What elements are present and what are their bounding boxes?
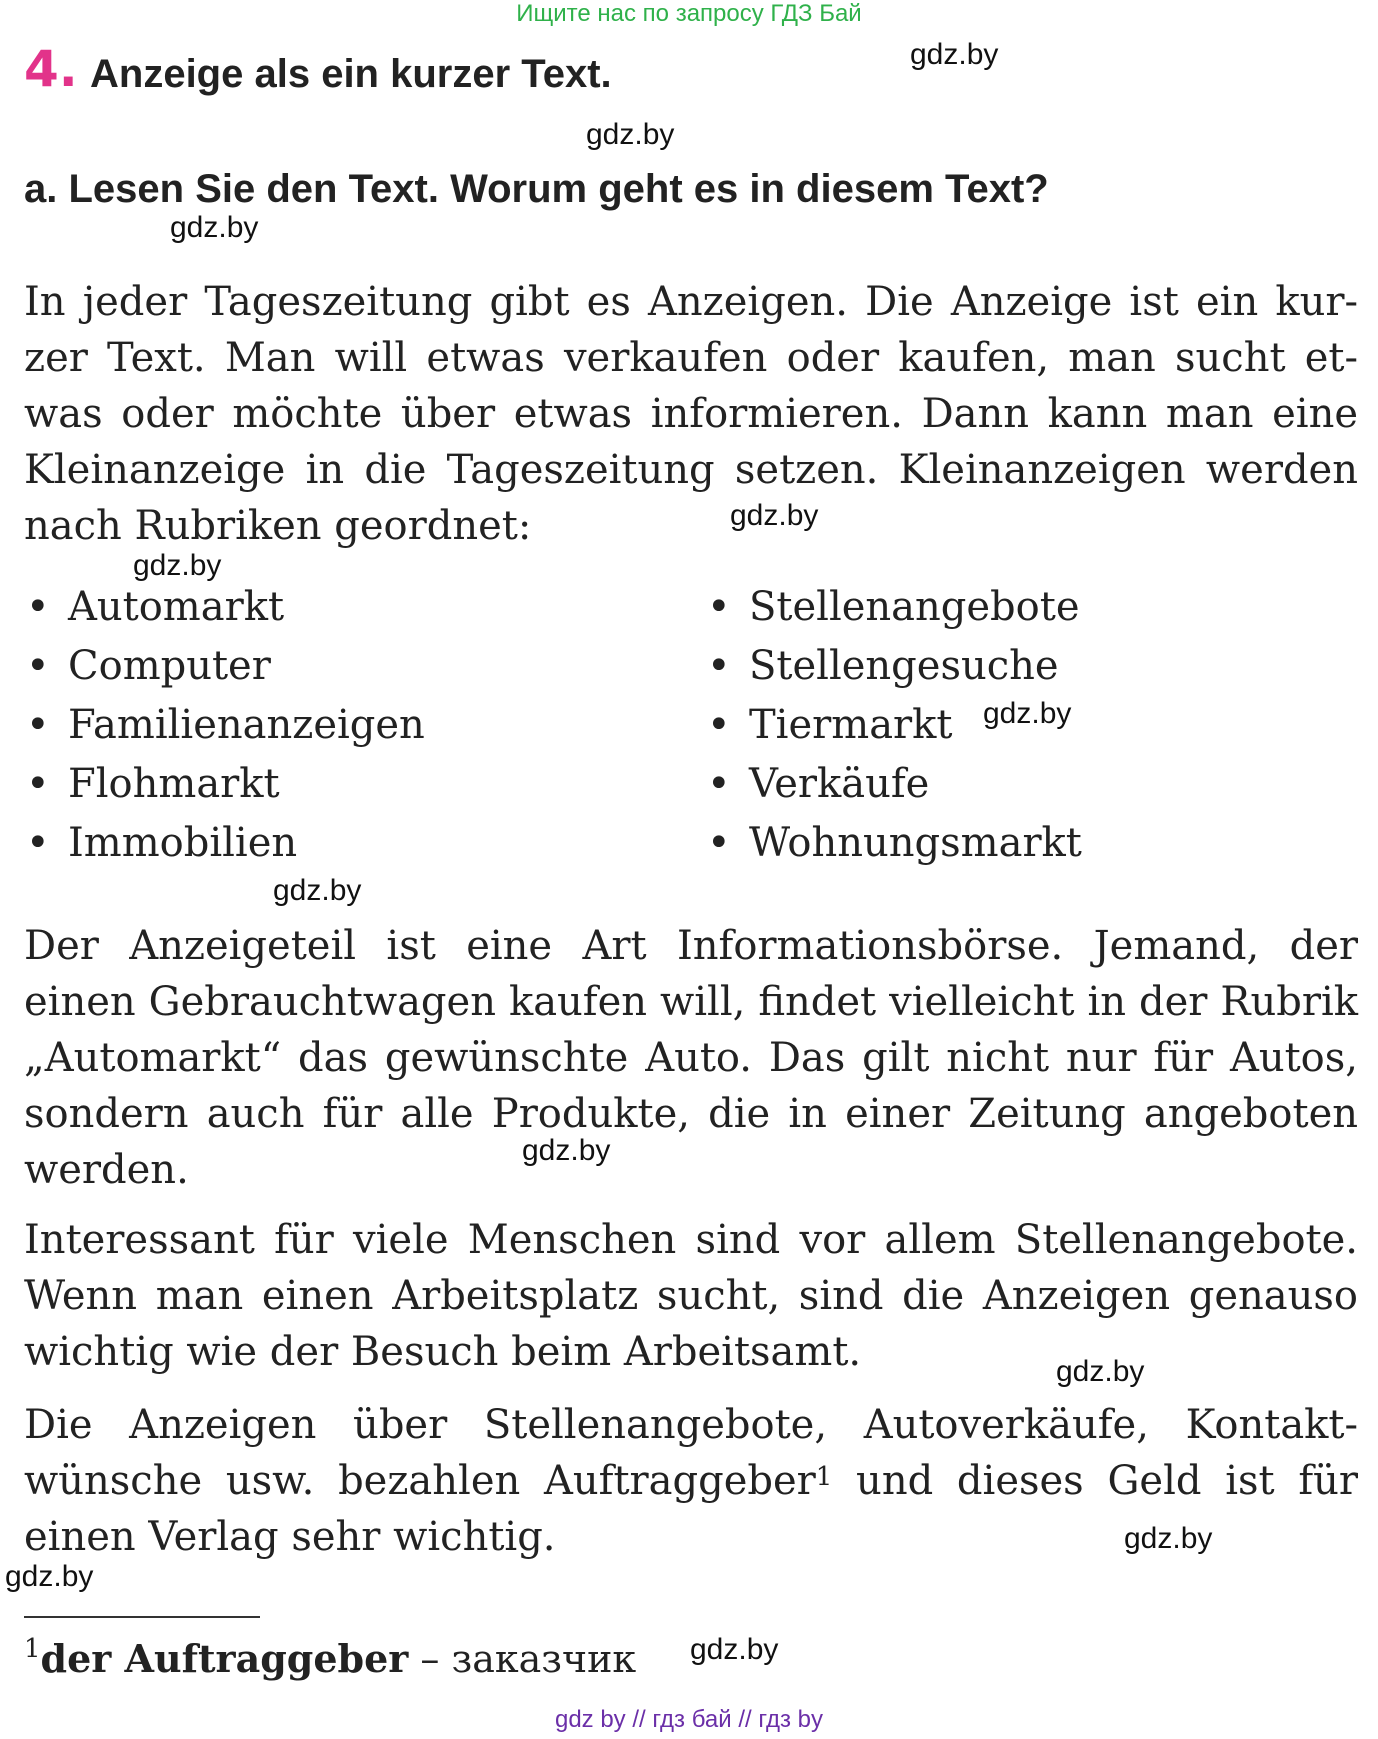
paragraph-job-offers: Interessant für viele Menschen sind vor allem Stellenangebote. Wenn man einen Arbeitsplatz sucht, sind die Anzeigen genauso wichtig wie der Besuch beim Arbeitsamt.: [24, 1217, 1358, 1375]
footnote-term: der Auftraggeber: [40, 1636, 409, 1681]
watermark: gdz.by: [586, 118, 675, 151]
rubrics-list-left: [24, 578, 425, 873]
footnote-translation: заказчик: [451, 1637, 637, 1681]
rubric-item: • Wohnungsmarkt: [705, 814, 1082, 873]
footnote-separator: –: [408, 1637, 452, 1681]
exercise-title: Anzeige als ein kurzer Text.: [90, 52, 612, 96]
rubric-item: • Immobilien: [24, 814, 425, 873]
rubric-item: • Tiermarkt: [705, 696, 1082, 755]
rubric-item: • Verkäufe: [705, 755, 1082, 814]
exercise-number: 4.: [24, 40, 78, 98]
watermark: gdz.by: [1124, 1522, 1213, 1555]
top-banner[interactable]: Ищите нас по запросу ГДЗ Бай: [516, 0, 862, 27]
footnote: [24, 1636, 636, 1681]
watermark: gdz.by: [170, 211, 259, 244]
footnote-divider: [24, 1616, 260, 1618]
bottom-banner[interactable]: gdz by // гдз бай // гдз by: [554, 1706, 824, 1733]
watermark: gdz.by: [133, 549, 222, 582]
watermark: gdz.by: [690, 1633, 779, 1666]
footnote-marker[interactable]: 1: [815, 1462, 833, 1492]
paragraph-intro: In jeder Tageszeitung gibt es Anzeigen. Die Anzeige ist ein kurzer Text. Man will etwas verkaufen oder kaufen, man sucht etwas oder möchte über etwas informieren. Dann kann man eine Kleinanzeige in die Tageszeitung setzen. Kleinanzeigen werden nach Rubriken geordnet:: [24, 279, 1358, 549]
rubric-item: • Flohmarkt: [24, 755, 425, 814]
watermark: gdz.by: [5, 1560, 94, 1593]
task-heading: a. Lesen Sie den Text. Worum geht es in diesem Text?: [24, 167, 1049, 211]
watermark: gdz.by: [1056, 1355, 1145, 1388]
watermark: gdz.by: [983, 697, 1072, 730]
footnote-number: 1: [24, 1634, 41, 1664]
rubric-item: • Familienanzeigen: [24, 696, 425, 755]
paragraph-text-before-footnote: Die Anzeigen über Stellenangebote, Autoverkäufe, Kontaktwünsche usw. bezahlen Auftraggeber: [24, 1402, 1358, 1504]
watermark: gdz.by: [522, 1134, 611, 1167]
watermark: gdz.by: [273, 874, 362, 907]
rubric-item: • Computer: [24, 637, 425, 696]
paragraph-information-exchange: Der Anzeigeteil ist eine Art Informationsbörse. Jemand, der einen Gebrauchtwagen kaufen will, findet vielleicht in der Rubrik „Automarkt“ das gewünschte Auto. Das gilt nicht nur für Autos, sondern auch für alle Produkte, die in einer Zeitung angeboten werden.: [24, 923, 1358, 1193]
rubric-item: • Stellengesuche: [705, 637, 1082, 696]
rubric-item: • Automarkt: [24, 578, 425, 637]
rubric-item: • Stellenangebote: [705, 578, 1082, 637]
watermark: gdz.by: [910, 38, 999, 71]
paragraph-text-after-footnote: und dieses Geld ist für einen Verlag sehr wichtig.: [24, 1458, 1359, 1560]
watermark: gdz.by: [730, 499, 819, 532]
